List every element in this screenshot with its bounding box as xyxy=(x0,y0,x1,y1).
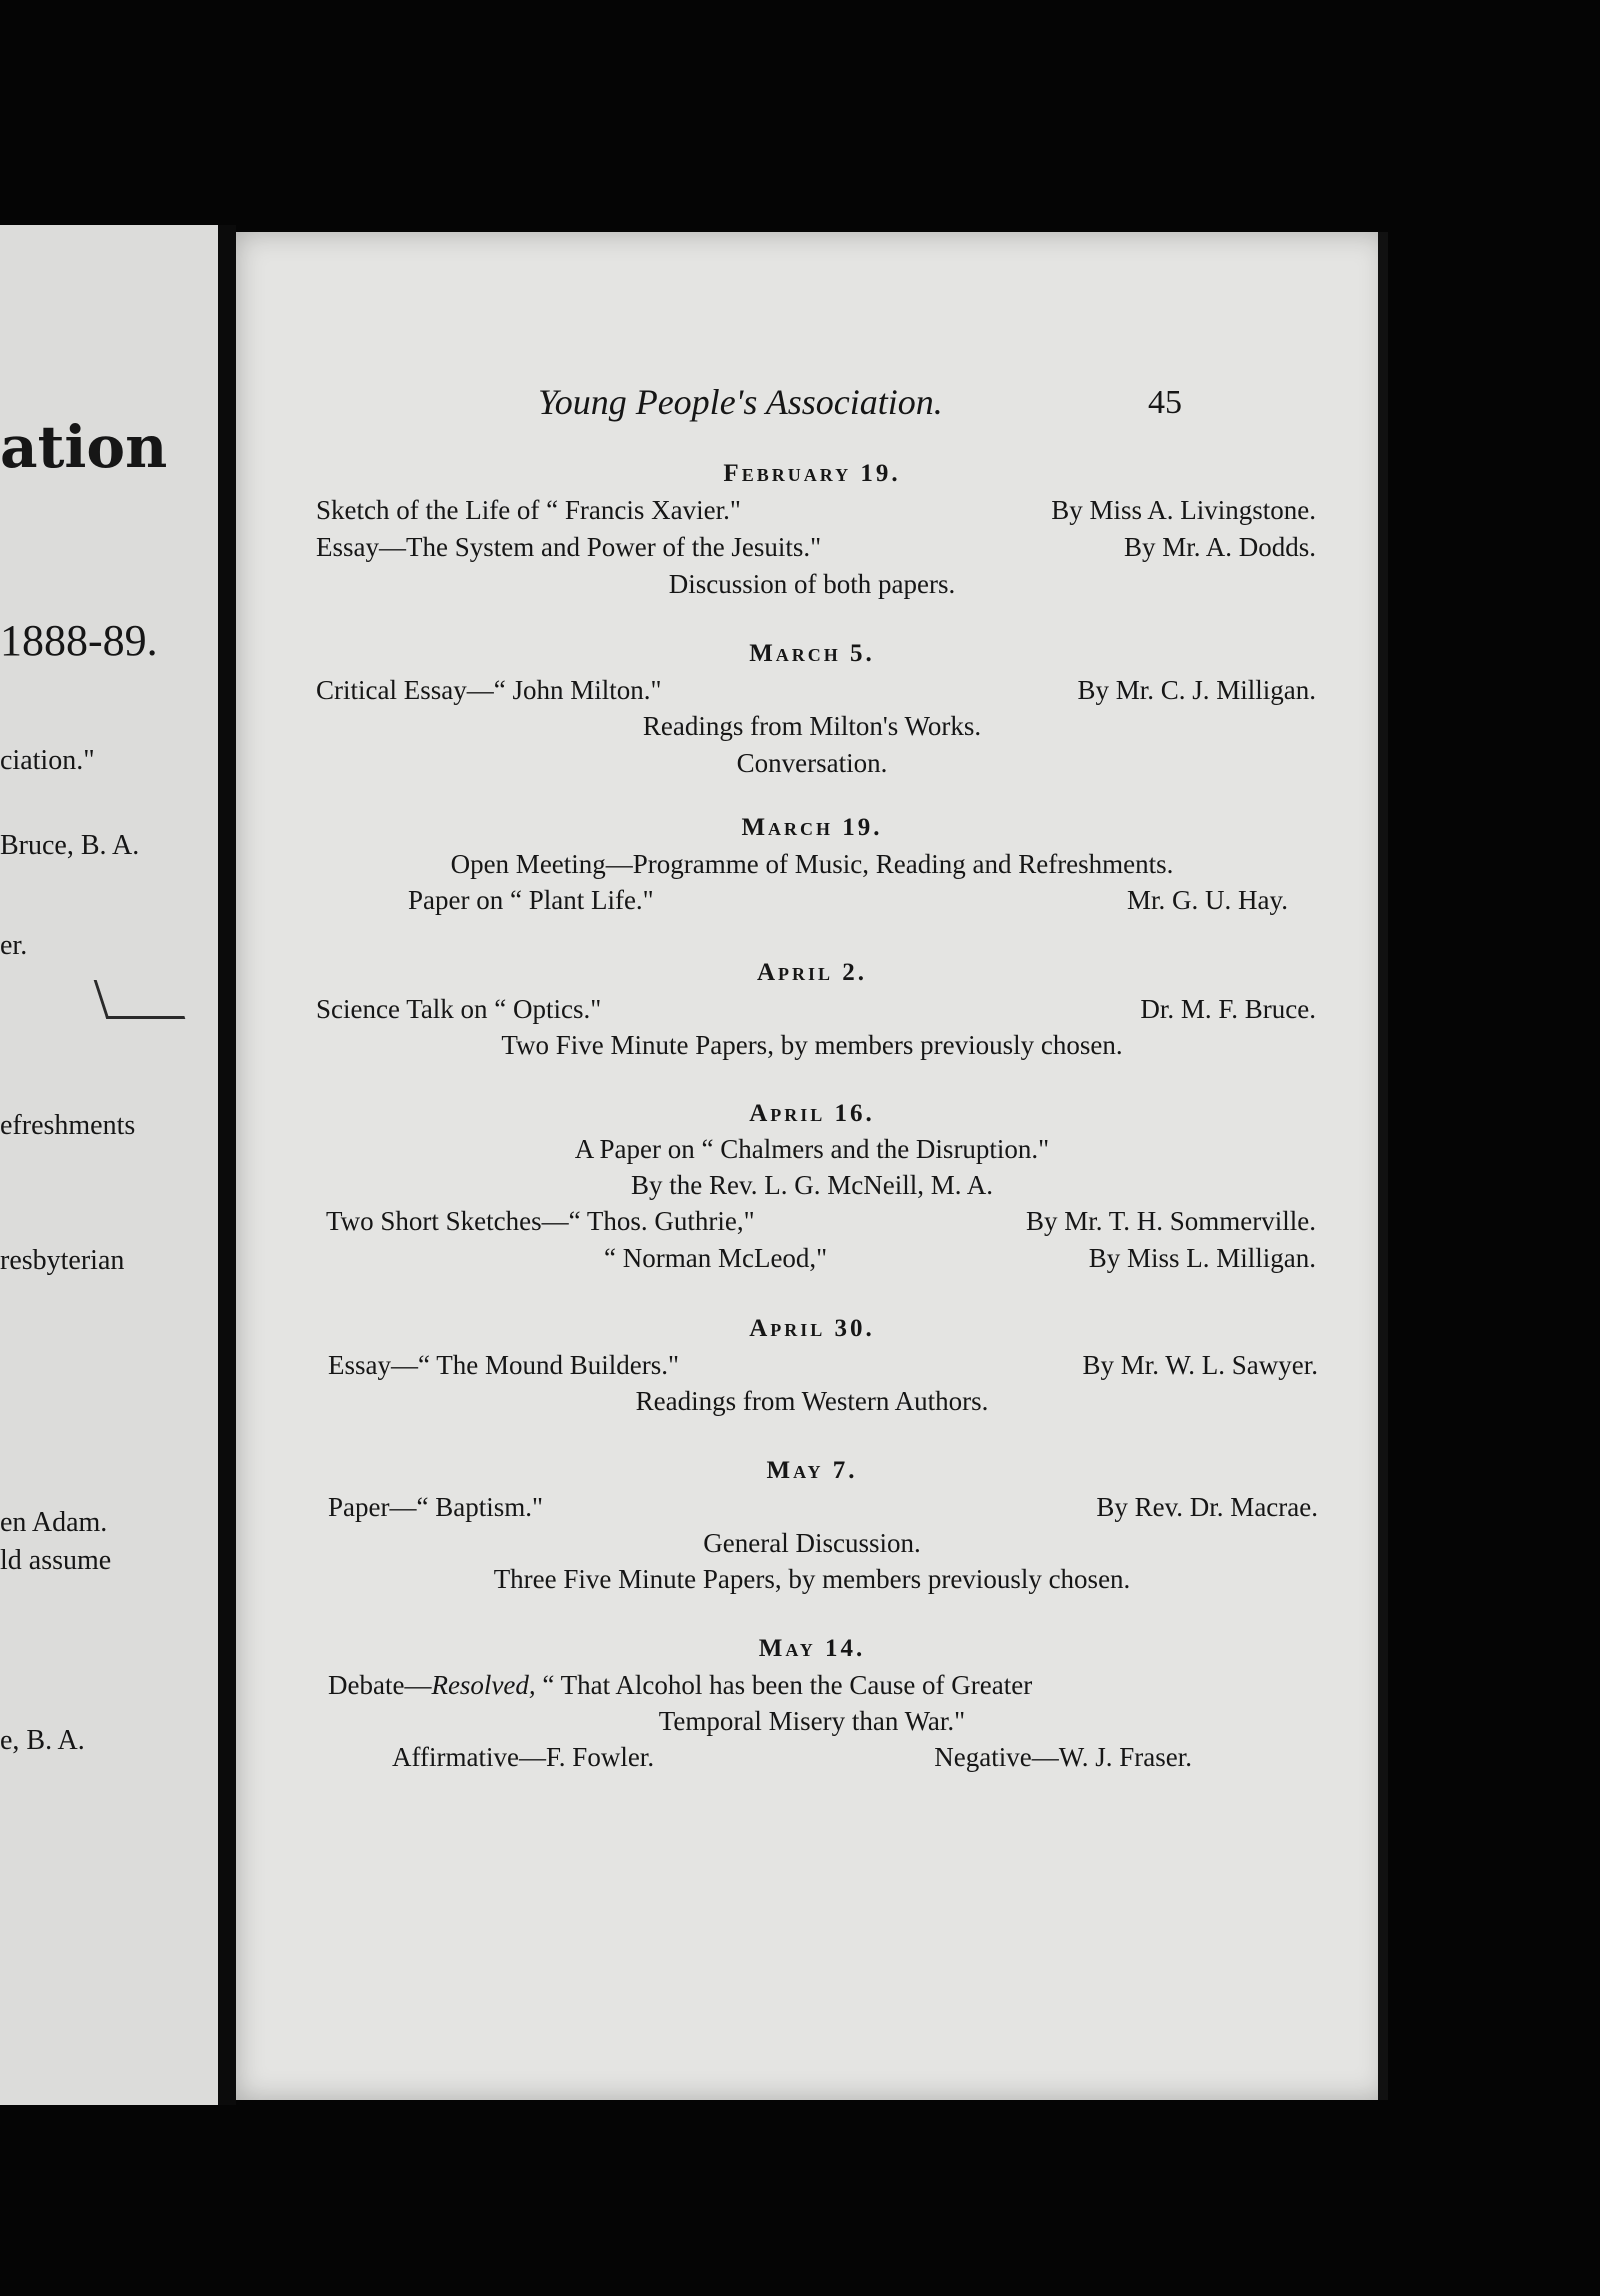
program-line xyxy=(328,1492,1318,1523)
program-line xyxy=(316,675,1316,706)
left-fragment-year: 1888-89. xyxy=(0,616,158,665)
presenter: By Mr. W. L. Sawyer. xyxy=(1082,1350,1318,1380)
program-title: Essay—The System and Power of the Jesuits." xyxy=(316,532,822,562)
left-fragment: Bruce, B. A. xyxy=(0,830,140,861)
program-line: Temporal Misery than War." xyxy=(658,1706,966,1736)
program-line: Conversation. xyxy=(736,748,888,778)
entry-date: May 14. xyxy=(758,1635,866,1662)
left-fragment: efreshments xyxy=(0,1110,136,1141)
program-title: Sketch of the Life of “ Francis Xavier." xyxy=(316,495,741,525)
program-title: Essay—“ The Mound Builders." xyxy=(328,1350,679,1380)
left-fragment-title: ation xyxy=(0,413,168,481)
program-line xyxy=(326,1206,1316,1237)
presenter: By Mr. C. J. Milligan. xyxy=(1077,675,1316,705)
left-fragment: ciation." xyxy=(0,745,95,776)
resolution-text: “ That Alcohol has been the Cause of Greater xyxy=(535,1670,1033,1700)
program-line: Three Five Minute Papers, by members previously chosen. xyxy=(493,1564,1131,1594)
presenter: By Miss L. Milligan. xyxy=(1088,1243,1316,1273)
program-title: Science Talk on “ Optics." xyxy=(316,994,602,1024)
running-title: Young People's Association. xyxy=(538,382,943,422)
program-line: Readings from Milton's Works. xyxy=(642,711,982,741)
affirmative-side: Affirmative—F. Fowler. xyxy=(392,1742,655,1772)
presenter: By Mr. A. Dodds. xyxy=(1123,532,1316,562)
program-line xyxy=(328,1350,1318,1381)
program-line: Readings from Western Authors. xyxy=(635,1386,989,1416)
presenter: By Mr. T. H. Sommerville. xyxy=(1026,1206,1316,1236)
left-fragment: ld assume xyxy=(0,1545,112,1576)
program-line: General Discussion. xyxy=(703,1528,921,1558)
presenter: By Miss A. Livingstone. xyxy=(1051,495,1316,525)
program-title: Paper—“ Baptism." xyxy=(328,1492,543,1522)
left-fragment: e, B. A. xyxy=(0,1725,85,1756)
entry-date: February 19. xyxy=(723,460,901,487)
entry-date: March 5. xyxy=(749,640,875,667)
program-line: Open Meeting—Programme of Music, Reading and Refreshments. xyxy=(450,849,1174,879)
left-fragment: en Adam. xyxy=(0,1507,108,1538)
pencil-mark xyxy=(94,980,186,1019)
book-gutter xyxy=(218,225,236,2105)
program-line xyxy=(316,994,1316,1025)
presenter: Dr. M. F. Bruce. xyxy=(1140,994,1316,1024)
program-line: By the Rev. L. G. McNeill, M. A. xyxy=(631,1170,993,1200)
resolved-italic: Resolved, xyxy=(431,1670,536,1700)
entry-date: April 2. xyxy=(756,959,868,986)
program-title: Paper on “ Plant Life." xyxy=(408,885,654,915)
program-line: Discussion of both papers. xyxy=(668,569,956,599)
debate-label: Debate— xyxy=(328,1670,432,1700)
program-line xyxy=(316,532,1316,563)
entry-date: May 7. xyxy=(766,1457,858,1484)
negative-side: Negative—W. J. Fraser. xyxy=(934,1742,1192,1772)
left-fragment: er. xyxy=(0,930,28,961)
program-title: “ Norman McLeod," xyxy=(604,1243,828,1273)
program-line xyxy=(328,1670,1032,1701)
program-line xyxy=(408,885,1288,916)
presenter: By Rev. Dr. Macrae. xyxy=(1096,1492,1318,1522)
page-45 xyxy=(236,232,1388,2100)
program-line xyxy=(604,1243,1316,1274)
entry-date: April 30. xyxy=(749,1315,875,1342)
program-line xyxy=(392,1742,1192,1773)
program-line: Two Five Minute Papers, by members previously chosen. xyxy=(501,1030,1123,1060)
program-title: Two Short Sketches—“ Thos. Guthrie," xyxy=(326,1206,755,1236)
program-line: A Paper on “ Chalmers and the Disruption." xyxy=(574,1134,1050,1164)
program-title: Critical Essay—“ John Milton." xyxy=(316,675,662,705)
left-fragment: resbyterian xyxy=(0,1245,125,1276)
program-line xyxy=(316,495,1316,526)
entry-date: April 16. xyxy=(749,1100,875,1127)
facing-page-fragment xyxy=(0,225,218,2105)
presenter: Mr. G. U. Hay. xyxy=(1127,885,1288,915)
entry-date: March 19. xyxy=(741,814,883,841)
page-number: 45 xyxy=(1148,384,1182,421)
